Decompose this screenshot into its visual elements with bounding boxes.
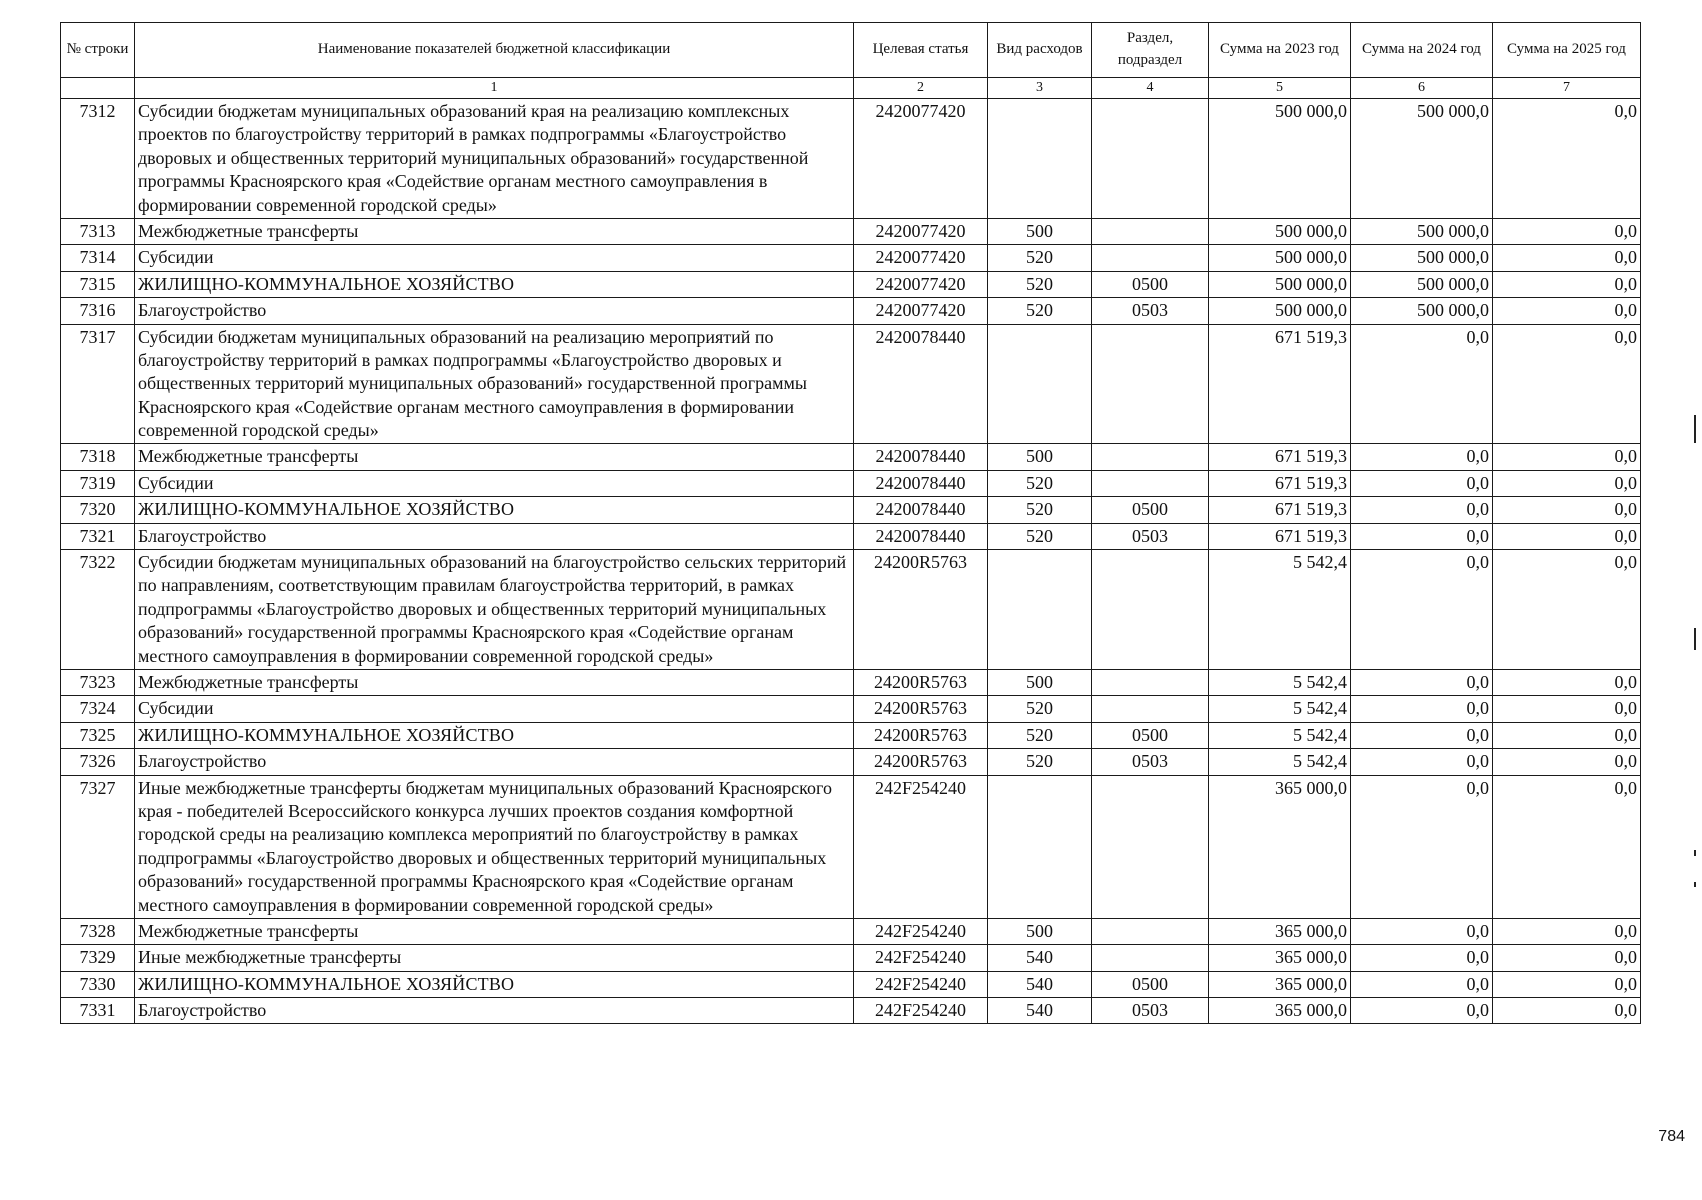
expense-type-cell: 500 xyxy=(988,444,1092,470)
expense-type-cell: 520 xyxy=(988,722,1092,748)
table-row xyxy=(61,324,1641,444)
sum-2024-cell: 0,0 xyxy=(1351,444,1493,470)
sum-2024-cell: 0,0 xyxy=(1351,470,1493,496)
section-code-cell: 0500 xyxy=(1092,497,1209,523)
header-expense-type: Вид расходов xyxy=(988,23,1092,78)
row-number-cell: 7319 xyxy=(61,470,135,496)
target-article-cell: 2420078440 xyxy=(854,497,988,523)
target-article-cell: 24200R5763 xyxy=(854,696,988,722)
section-code-cell xyxy=(1092,470,1209,496)
table-row xyxy=(61,298,1641,324)
expense-type-cell: 520 xyxy=(988,749,1092,775)
sum-2025-cell: 0,0 xyxy=(1493,497,1641,523)
sum-2024-cell: 0,0 xyxy=(1351,918,1493,944)
expense-type-cell: 540 xyxy=(988,998,1092,1024)
sum-2024-cell: 500 000,0 xyxy=(1351,218,1493,244)
header-target: Целевая статья xyxy=(854,23,988,78)
table-row xyxy=(61,523,1641,549)
row-number-cell: 7328 xyxy=(61,918,135,944)
target-article-cell: 24200R5763 xyxy=(854,749,988,775)
sum-2023-cell: 500 000,0 xyxy=(1209,298,1351,324)
table-row xyxy=(61,99,1641,219)
row-number-cell: 7317 xyxy=(61,324,135,444)
column-number: 3 xyxy=(988,78,1092,99)
sum-2023-cell: 5 542,4 xyxy=(1209,749,1351,775)
table-row xyxy=(61,971,1641,997)
target-article-cell: 24200R5763 xyxy=(854,550,988,670)
table-row xyxy=(61,669,1641,695)
target-article-cell: 24200R5763 xyxy=(854,669,988,695)
section-code-cell: 0500 xyxy=(1092,722,1209,748)
row-number-cell: 7320 xyxy=(61,497,135,523)
sum-2024-cell: 0,0 xyxy=(1351,523,1493,549)
column-number: 7 xyxy=(1493,78,1641,99)
table-row xyxy=(61,218,1641,244)
sum-2023-cell: 365 000,0 xyxy=(1209,775,1351,918)
target-article-cell: 242F254240 xyxy=(854,918,988,944)
sum-2025-cell: 0,0 xyxy=(1493,749,1641,775)
column-number: 6 xyxy=(1351,78,1493,99)
indicator-name-cell: ЖИЛИЩНО-КОММУНАЛЬНОЕ ХОЗЯЙСТВО xyxy=(135,971,854,997)
sum-2023-cell: 500 000,0 xyxy=(1209,271,1351,297)
sum-2023-cell: 5 542,4 xyxy=(1209,550,1351,670)
row-number-cell: 7318 xyxy=(61,444,135,470)
indicator-name-cell: Субсидии бюджетам муниципальных образований на реализацию мероприятий по благоустройству территорий в рамках подпрограммы «Благоустройство дворовых и общественных территорий муниципальных образований» государственной программы Красноярского края «Содействие органам местного самоуправления в формировании современной городской среды» xyxy=(135,324,854,444)
target-article-cell: 2420078440 xyxy=(854,470,988,496)
sum-2025-cell: 0,0 xyxy=(1493,444,1641,470)
row-number-cell: 7325 xyxy=(61,722,135,748)
sum-2023-cell: 5 542,4 xyxy=(1209,669,1351,695)
section-code-cell xyxy=(1092,918,1209,944)
row-number-cell: 7329 xyxy=(61,945,135,971)
margin-mark xyxy=(1694,850,1696,856)
row-number-cell: 7331 xyxy=(61,998,135,1024)
target-article-cell: 242F254240 xyxy=(854,775,988,918)
expense-type-cell: 520 xyxy=(988,696,1092,722)
expense-type-cell: 520 xyxy=(988,298,1092,324)
indicator-name-cell: Благоустройство xyxy=(135,749,854,775)
row-number-cell: 7315 xyxy=(61,271,135,297)
sum-2025-cell: 0,0 xyxy=(1493,324,1641,444)
section-code-cell xyxy=(1092,245,1209,271)
row-number-cell: 7323 xyxy=(61,669,135,695)
target-article-cell: 242F254240 xyxy=(854,998,988,1024)
row-number-cell: 7312 xyxy=(61,99,135,219)
target-article-cell: 2420077420 xyxy=(854,218,988,244)
header-sum-2024: Сумма на 2024 год xyxy=(1351,23,1493,78)
sum-2024-cell: 0,0 xyxy=(1351,998,1493,1024)
sum-2023-cell: 5 542,4 xyxy=(1209,722,1351,748)
header-name: Наименование показателей бюджетной классификации xyxy=(135,23,854,78)
section-code-cell xyxy=(1092,696,1209,722)
sum-2023-cell: 5 542,4 xyxy=(1209,696,1351,722)
table-row xyxy=(61,722,1641,748)
section-code-cell: 0500 xyxy=(1092,271,1209,297)
table-row xyxy=(61,945,1641,971)
table-row xyxy=(61,444,1641,470)
expense-type-cell: 500 xyxy=(988,218,1092,244)
row-number-cell: 7321 xyxy=(61,523,135,549)
column-number: 1 xyxy=(135,78,854,99)
section-code-cell xyxy=(1092,550,1209,670)
section-code-cell: 0503 xyxy=(1092,749,1209,775)
margin-mark xyxy=(1694,415,1696,443)
sum-2023-cell: 671 519,3 xyxy=(1209,324,1351,444)
expense-type-cell: 520 xyxy=(988,523,1092,549)
section-code-cell xyxy=(1092,775,1209,918)
sum-2024-cell: 500 000,0 xyxy=(1351,245,1493,271)
sum-2024-cell: 500 000,0 xyxy=(1351,99,1493,219)
indicator-name-cell: Межбюджетные трансферты xyxy=(135,918,854,944)
column-number-row xyxy=(61,78,1641,99)
expense-type-cell: 520 xyxy=(988,470,1092,496)
target-article-cell: 2420078440 xyxy=(854,444,988,470)
indicator-name-cell: Иные межбюджетные трансферты xyxy=(135,945,854,971)
table-row xyxy=(61,470,1641,496)
expense-type-cell xyxy=(988,324,1092,444)
budget-table xyxy=(60,22,1641,1024)
margin-mark xyxy=(1694,628,1696,650)
row-number-cell: 7326 xyxy=(61,749,135,775)
row-number-cell: 7322 xyxy=(61,550,135,670)
indicator-name-cell: ЖИЛИЩНО-КОММУНАЛЬНОЕ ХОЗЯЙСТВО xyxy=(135,271,854,297)
sum-2023-cell: 500 000,0 xyxy=(1209,245,1351,271)
sum-2024-cell: 500 000,0 xyxy=(1351,298,1493,324)
column-number: 2 xyxy=(854,78,988,99)
row-number-cell: 7330 xyxy=(61,971,135,997)
indicator-name-cell: Межбюджетные трансферты xyxy=(135,218,854,244)
section-code-cell xyxy=(1092,669,1209,695)
expense-type-cell: 540 xyxy=(988,971,1092,997)
indicator-name-cell: Субсидии xyxy=(135,470,854,496)
section-code-cell xyxy=(1092,444,1209,470)
sum-2024-cell: 0,0 xyxy=(1351,550,1493,670)
sum-2023-cell: 671 519,3 xyxy=(1209,444,1351,470)
row-number-cell: 7314 xyxy=(61,245,135,271)
sum-2025-cell: 0,0 xyxy=(1493,722,1641,748)
sum-2025-cell: 0,0 xyxy=(1493,669,1641,695)
target-article-cell: 24200R5763 xyxy=(854,722,988,748)
indicator-name-cell: Благоустройство xyxy=(135,523,854,549)
table-row xyxy=(61,497,1641,523)
row-number-cell: 7327 xyxy=(61,775,135,918)
expense-type-cell: 520 xyxy=(988,271,1092,297)
target-article-cell: 2420077420 xyxy=(854,271,988,297)
indicator-name-cell: Субсидии бюджетам муниципальных образований края на реализацию комплексных проектов по благоустройству территорий в рамках подпрограммы «Благоустройство дворовых и общественных территорий муниципальных образований» государственной программы Красноярского края «Содействие органам местного самоуправления в формировании современной городской среды» xyxy=(135,99,854,219)
expense-type-cell: 500 xyxy=(988,918,1092,944)
target-article-cell: 242F254240 xyxy=(854,971,988,997)
section-code-cell xyxy=(1092,945,1209,971)
table-row xyxy=(61,696,1641,722)
sum-2023-cell: 365 000,0 xyxy=(1209,971,1351,997)
sum-2023-cell: 365 000,0 xyxy=(1209,918,1351,944)
table-row xyxy=(61,245,1641,271)
indicator-name-cell: Иные межбюджетные трансферты бюджетам муниципальных образований Красноярского края - победителей Всероссийского конкурса лучших проектов создания комфортной городской среды на реализацию комплекса мероприятий по благоустройству в рамках подпрограммы «Благоустройство дворовых и общественных территорий муниципальных образований» государственной программы Красноярского края «Содействие органам местного самоуправления в формировании современной городской среды» xyxy=(135,775,854,918)
target-article-cell: 242F254240 xyxy=(854,945,988,971)
sum-2025-cell: 0,0 xyxy=(1493,918,1641,944)
expense-type-cell: 540 xyxy=(988,945,1092,971)
sum-2025-cell: 0,0 xyxy=(1493,523,1641,549)
sum-2023-cell: 365 000,0 xyxy=(1209,998,1351,1024)
sum-2024-cell: 0,0 xyxy=(1351,696,1493,722)
sum-2025-cell: 0,0 xyxy=(1493,298,1641,324)
section-code-cell xyxy=(1092,218,1209,244)
header-row xyxy=(61,23,1641,78)
indicator-name-cell: ЖИЛИЩНО-КОММУНАЛЬНОЕ ХОЗЯЙСТВО xyxy=(135,722,854,748)
sum-2025-cell: 0,0 xyxy=(1493,696,1641,722)
section-code-cell xyxy=(1092,99,1209,219)
header-sum-2025: Сумма на 2025 год xyxy=(1493,23,1641,78)
row-number-cell: 7316 xyxy=(61,298,135,324)
expense-type-cell xyxy=(988,775,1092,918)
indicator-name-cell: Благоустройство xyxy=(135,298,854,324)
sum-2024-cell: 500 000,0 xyxy=(1351,271,1493,297)
row-number-cell: 7313 xyxy=(61,218,135,244)
sum-2025-cell: 0,0 xyxy=(1493,945,1641,971)
header-section: Раздел, подраздел xyxy=(1092,23,1209,78)
header-row-number: № строки xyxy=(61,23,135,78)
section-code-cell: 0503 xyxy=(1092,523,1209,549)
column-number: 4 xyxy=(1092,78,1209,99)
section-code-cell: 0500 xyxy=(1092,971,1209,997)
table-row xyxy=(61,775,1641,918)
sum-2024-cell: 0,0 xyxy=(1351,497,1493,523)
column-number xyxy=(61,78,135,99)
section-code-cell xyxy=(1092,324,1209,444)
sum-2024-cell: 0,0 xyxy=(1351,775,1493,918)
sum-2025-cell: 0,0 xyxy=(1493,550,1641,670)
table-row xyxy=(61,271,1641,297)
table-row xyxy=(61,998,1641,1024)
table-body xyxy=(61,99,1641,1024)
sum-2025-cell: 0,0 xyxy=(1493,218,1641,244)
indicator-name-cell: Межбюджетные трансферты xyxy=(135,669,854,695)
sum-2024-cell: 0,0 xyxy=(1351,971,1493,997)
sum-2025-cell: 0,0 xyxy=(1493,99,1641,219)
sum-2024-cell: 0,0 xyxy=(1351,945,1493,971)
column-number: 5 xyxy=(1209,78,1351,99)
sum-2023-cell: 671 519,3 xyxy=(1209,523,1351,549)
section-code-cell: 0503 xyxy=(1092,298,1209,324)
section-code-cell: 0503 xyxy=(1092,998,1209,1024)
sum-2025-cell: 0,0 xyxy=(1493,271,1641,297)
sum-2025-cell: 0,0 xyxy=(1493,998,1641,1024)
sum-2025-cell: 0,0 xyxy=(1493,971,1641,997)
table-row xyxy=(61,749,1641,775)
sum-2024-cell: 0,0 xyxy=(1351,722,1493,748)
sum-2024-cell: 0,0 xyxy=(1351,324,1493,444)
margin-mark xyxy=(1694,882,1696,887)
target-article-cell: 2420077420 xyxy=(854,99,988,219)
row-number-cell: 7324 xyxy=(61,696,135,722)
expense-type-cell: 520 xyxy=(988,245,1092,271)
indicator-name-cell: Межбюджетные трансферты xyxy=(135,444,854,470)
expense-type-cell: 520 xyxy=(988,497,1092,523)
indicator-name-cell: Субсидии xyxy=(135,245,854,271)
indicator-name-cell: Субсидии xyxy=(135,696,854,722)
sum-2025-cell: 0,0 xyxy=(1493,470,1641,496)
indicator-name-cell: Благоустройство xyxy=(135,998,854,1024)
sum-2025-cell: 0,0 xyxy=(1493,245,1641,271)
sum-2023-cell: 500 000,0 xyxy=(1209,218,1351,244)
sum-2023-cell: 671 519,3 xyxy=(1209,470,1351,496)
page-number: 784 xyxy=(1658,1128,1685,1145)
sum-2024-cell: 0,0 xyxy=(1351,669,1493,695)
table-row xyxy=(61,550,1641,670)
target-article-cell: 2420078440 xyxy=(854,523,988,549)
target-article-cell: 2420077420 xyxy=(854,245,988,271)
expense-type-cell: 500 xyxy=(988,669,1092,695)
indicator-name-cell: Субсидии бюджетам муниципальных образований на благоустройство сельских территорий по направлениям, соответствующим правилам благоустройства территорий, в рамках подпрограммы «Благоустройство дворовых и общественных территорий муниципальных образований» государственной программы Красноярского края «Содействие органам местного самоуправления в формировании современной городской среды» xyxy=(135,550,854,670)
expense-type-cell xyxy=(988,99,1092,219)
expense-type-cell xyxy=(988,550,1092,670)
indicator-name-cell: ЖИЛИЩНО-КОММУНАЛЬНОЕ ХОЗЯЙСТВО xyxy=(135,497,854,523)
table-header xyxy=(61,23,1641,99)
header-sum-2023: Сумма на 2023 год xyxy=(1209,23,1351,78)
target-article-cell: 2420077420 xyxy=(854,298,988,324)
target-article-cell: 2420078440 xyxy=(854,324,988,444)
sum-2025-cell: 0,0 xyxy=(1493,775,1641,918)
sum-2023-cell: 365 000,0 xyxy=(1209,945,1351,971)
sum-2023-cell: 500 000,0 xyxy=(1209,99,1351,219)
sum-2023-cell: 671 519,3 xyxy=(1209,497,1351,523)
table-row xyxy=(61,918,1641,944)
sum-2024-cell: 0,0 xyxy=(1351,749,1493,775)
